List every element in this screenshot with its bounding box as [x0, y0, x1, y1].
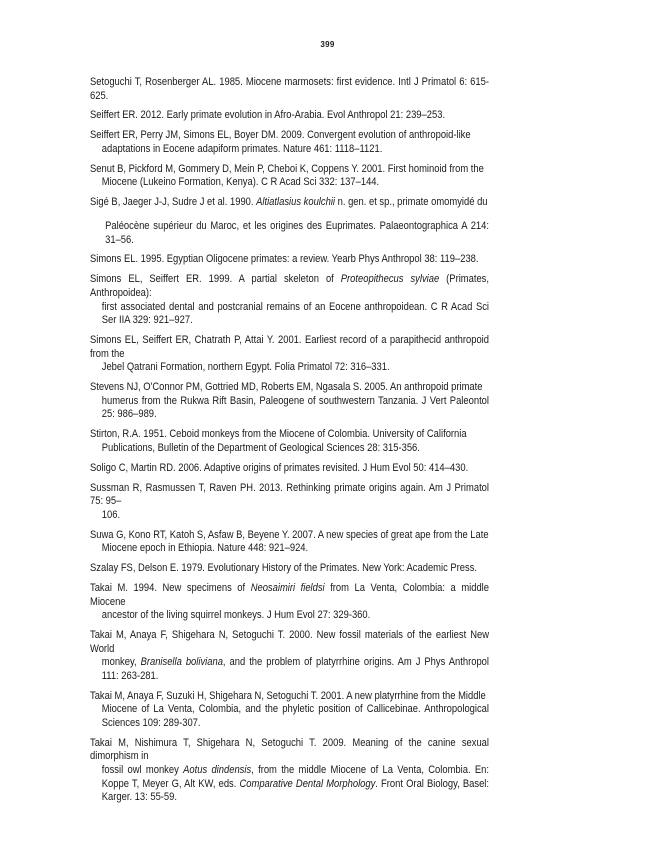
taxon-name: Neosaimiri fieldsi — [250, 581, 325, 594]
page-number: 399 — [320, 40, 335, 49]
reference-text: . Front Oral Biology, Basel: Karger. 13: 55-59. — [101, 777, 490, 804]
reference-entry — [90, 381, 489, 422]
reference-entry — [90, 129, 489, 156]
reference-text: fossil owl monkey — [101, 763, 184, 776]
reference-continuation — [90, 656, 489, 683]
reference-entry — [90, 562, 489, 576]
reference-text: Stevens NJ, O'Connor PM, Gottried MD, Roberts EM, Ngasala S. 2005. An anthropoid primate — [90, 381, 483, 394]
reference-text: Takai M, Anaya F, Shigehara N, Setoguchi T. 2000. New fossil materials of the earliest New World — [90, 629, 489, 655]
reference-entry — [90, 482, 489, 523]
reference-text: , and the problem of platyrrhine origins. Am J Phys Anthropol 111: 263-281. — [101, 656, 490, 682]
reference-continuation: 106. — [101, 508, 121, 521]
reference-continuation: Paléocène supérieur du Maroc, et les origines des Euprimates. Palaeontographica A 214: 31–56. — [105, 219, 490, 246]
reference-text: Simons EL, Seiffert ER. 1999. A partial skeleton of — [90, 273, 341, 286]
reference-entry — [90, 273, 489, 327]
reference-continuation: adaptations in Eocene adapiform primates. Nature 461: 1118–1121. — [101, 142, 383, 155]
reference-entry — [90, 163, 489, 190]
reference-continuation — [90, 764, 489, 805]
reference-text: Simons EL. 1995. Egyptian Oligocene primates: a review. Yearb Phys Anthropol 38: 119–238. — [90, 253, 479, 266]
reference-text: Senut B, Pickford M, Gommery D, Mein P, Cheboi K, Coppens Y. 2001. First hominoid from the — [90, 162, 484, 175]
reference-entry — [90, 76, 489, 103]
reference-entry — [90, 196, 489, 247]
reference-text: monkey, — [101, 656, 141, 669]
reference-text: Suwa G, Kono RT, Katoh S, Asfaw B, Beyene Y. 2007. A new species of great ape from the Late — [90, 528, 489, 541]
reference-text: Sigé B, Jaeger J-J, Sudre J et al. 1990. — [90, 196, 257, 209]
reference-continuation: first associated dental and postcranial remains of an Eocene anthropoidean. C R Acad Sci Ser IIA 329: 921–927. — [101, 300, 489, 327]
reference-continuation: Jebel Qatrani Formation, northern Egypt. Folia Primatol 72: 316–331. — [101, 361, 390, 374]
reference-text: Seiffert ER. 2012. Early primate evolution in Afro-Arabia. Evol Anthropol 21: 239–253. — [90, 109, 446, 122]
reference-text: Soligo C, Martin RD. 2006. Adaptive origins of primates revisited. J Hum Evol 50: 414–430. — [90, 461, 469, 474]
reference-continuation: Publications, Bulletin of the Department of Geological Sciences 28: 315-356. — [101, 441, 420, 454]
reference-text: Sussman R, Rasmussen T, Raven PH. 2013. Rethinking primate origins again. Am J Primatol 75: 95– — [90, 481, 489, 508]
reference-entry — [90, 529, 489, 556]
reference-entry — [90, 428, 489, 455]
reference-entry — [90, 462, 489, 476]
reference-entry — [90, 109, 489, 123]
reference-entry — [90, 334, 489, 375]
reference-entry — [90, 253, 489, 267]
taxon-name: Aotus dindensis — [183, 763, 252, 776]
taxon-name: Branisella boliviana — [140, 656, 223, 669]
reference-text: n. gen. et sp., primate omomyidé du — [335, 196, 488, 209]
reference-text: (Primates, Anthropoidea): — [90, 273, 489, 299]
reference-continuation: Miocene epoch in Ethiopia. Nature 448: 921–924. — [101, 542, 309, 555]
reference-text: Setoguchi T, Rosenberger AL. 1985. Miocene marmosets: first evidence. Intl J Primatol 6: 615-625. — [90, 76, 489, 102]
taxon-name: Altiatlasius koulchii — [256, 196, 336, 209]
reference-text: Takai M, Nishimura T, Shigehara N, Setoguchi T. 2009. Meaning of the canine sexual dimorphism in — [90, 736, 489, 763]
reference-continuation: ancestor of the living squirrel monkeys. J Hum Evol 27: 329-360. — [101, 609, 371, 622]
reference-continuation: Miocene of La Venta, Colombia, and the phyletic position of Callicebinae. Anthropological Sciences 109: 289-307. — [101, 703, 489, 729]
reference-text: Takai M, Anaya F, Suzuki H, Shigehara N, Setoguchi T. 2001. A new platyrrhine from the Middle — [90, 689, 486, 702]
reference-text: Szalay FS, Delson E. 1979. Evolutionary History of the Primates. New York: Academic Press. — [90, 562, 478, 575]
book-title: Comparative Dental Morphology — [239, 777, 376, 790]
reference-entry — [90, 629, 489, 683]
reference-entry — [90, 690, 489, 731]
reference-text: , from the middle Miocene of La Venta, Colombia. En: Koppe T, Meyer G, Alt KW, eds. — [101, 763, 489, 790]
reference-text: from La Venta, Colombia: a middle Miocene — [90, 581, 489, 608]
reference-text: Simons EL, Seiffert ER, Chatrath P, Attai Y. 2001. Earliest record of a parapithecid anthropoid from the — [90, 333, 489, 360]
reference-entry — [90, 737, 489, 805]
taxon-name: Proteopithecus sylviae — [340, 273, 440, 286]
reference-continuation: humerus from the Rukwa Rift Basin, Paleogene of southwestern Tanzania. J Vert Paleontol 25: 986–989. — [101, 394, 489, 421]
reference-text: Seiffert ER, Perry JM, Simons EL, Boyer DM. 2009. Convergent evolution of anthropoid-like — [90, 129, 471, 142]
reference-entry — [90, 582, 489, 623]
reference-text: Stirton, R.A. 1951. Ceboid monkeys from the Miocene of Colombia. University of California — [90, 428, 467, 441]
reference-list — [90, 76, 489, 811]
reference-continuation: Miocene (Lukeino Formation, Kenya). C R Acad Sci 332: 137–144. — [101, 176, 380, 189]
reference-text: Takai M. 1994. New specimens of — [90, 581, 251, 594]
